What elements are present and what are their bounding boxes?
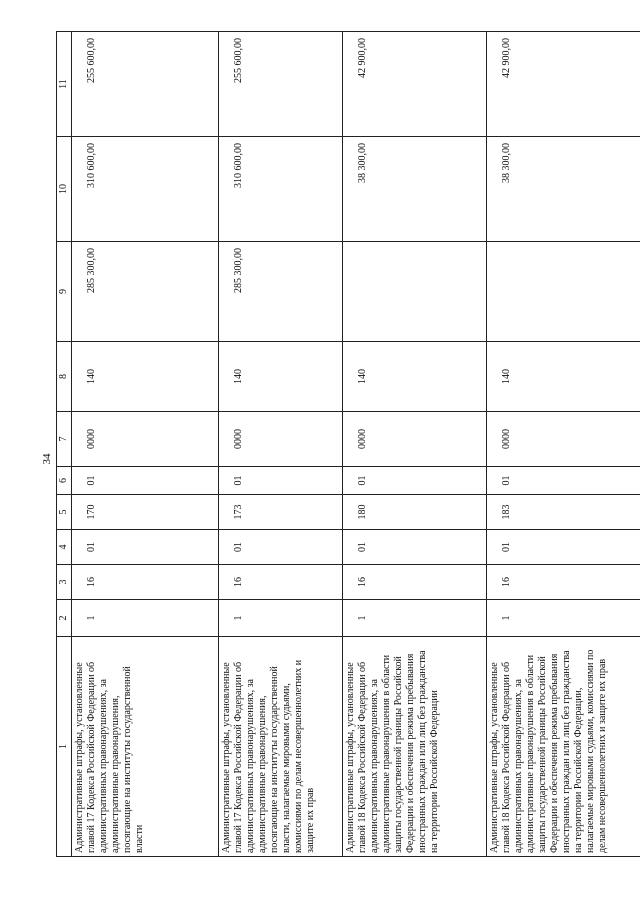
column-header: 1 [57,637,72,857]
code-cell: 16 [487,565,640,600]
code-cell: 180 [343,495,487,530]
code-cell: 16 [343,565,487,600]
column-header: 9 [57,242,72,342]
column-header: 6 [57,467,72,495]
code-cell: 183 [487,495,640,530]
code-cell: 01 [487,530,640,565]
column-header: 8 [57,342,72,412]
code-cell: 01 [219,530,343,565]
code-cell: 01 [343,530,487,565]
column-header: 5 [57,495,72,530]
amount-cell: 38 300,00 [343,137,487,242]
table-row [487,32,640,857]
column-header: 11 [57,32,72,137]
amount-cell [487,242,640,342]
code-cell: 1 [72,600,219,637]
amount-cell: 255 600,00 [219,32,343,137]
code-cell: 140 [219,342,343,412]
row-description: Административные штрафы, установленные главой 17 Кодекса Российской Федерации об административных правонарушениях, за административные правонарушения, посягающие на институты государственной власти, налагаемые мировыми судьями, комиссиями по делам несовершеннолетних и защите их прав [219,637,343,857]
amount-cell [343,242,487,342]
table-row [72,32,219,857]
code-cell: 140 [487,342,640,412]
table-row [343,32,487,857]
code-cell: 01 [72,467,219,495]
page-number: 34 [41,453,53,465]
amount-cell: 285 300,00 [219,242,343,342]
column-header: 3 [57,565,72,600]
code-cell: 01 [72,530,219,565]
code-cell: 140 [343,342,487,412]
code-cell: 01 [487,467,640,495]
code-cell: 1 [343,600,487,637]
code-cell: 01 [219,467,343,495]
amount-cell: 310 600,00 [72,137,219,242]
column-header: 10 [57,137,72,242]
column-header: 2 [57,600,72,637]
code-cell: 170 [72,495,219,530]
code-cell: 0000 [343,412,487,467]
row-description: Административные штрафы, установленные главой 17 Кодекса Российской Федерации об административных правонарушениях, за административные правонарушения, посягающие на институты государственной власти [72,637,219,857]
code-cell: 16 [72,565,219,600]
column-header: 7 [57,412,72,467]
amount-cell: 42 900,00 [487,32,640,137]
column-header: 4 [57,530,72,565]
code-cell: 140 [72,342,219,412]
amount-cell: 255 600,00 [72,32,219,137]
amount-cell: 285 300,00 [72,242,219,342]
code-cell: 16 [219,565,343,600]
table-row [219,32,343,857]
row-description: Административные штрафы, установленные главой 18 Кодекса Российской Федерации об административных правонарушениях, за административные правонарушения в области защиты государственной границы Российской Федерации и обеспечения режима пребывания иностранных граждан или лиц без гражданства на территории Российской Федерации, налагаемые мировыми судьями, комиссиями по делам несовершеннолетних и защите их прав [487,637,640,857]
code-cell: 01 [343,467,487,495]
code-cell: 0000 [72,412,219,467]
code-cell: 173 [219,495,343,530]
code-cell: 0000 [219,412,343,467]
amount-cell: 310 600,00 [219,137,343,242]
row-description: Административные штрафы, установленные главой 18 Кодекса Российской Федерации об административных правонарушениях, за административные правонарушения в области защиты государственной границы Российской Федерации и обеспечения режима пребывания иностранных граждан или лиц без гражданства на территории Российской Федерации [343,637,487,857]
amount-cell: 42 900,00 [343,32,487,137]
code-cell: 1 [487,600,640,637]
table-container [56,32,636,857]
code-cell: 0000 [487,412,640,467]
rotated-table-area [56,32,636,857]
column-number-row [57,32,72,857]
code-cell: 1 [219,600,343,637]
amount-cell: 38 300,00 [487,137,640,242]
budget-table [56,31,640,857]
